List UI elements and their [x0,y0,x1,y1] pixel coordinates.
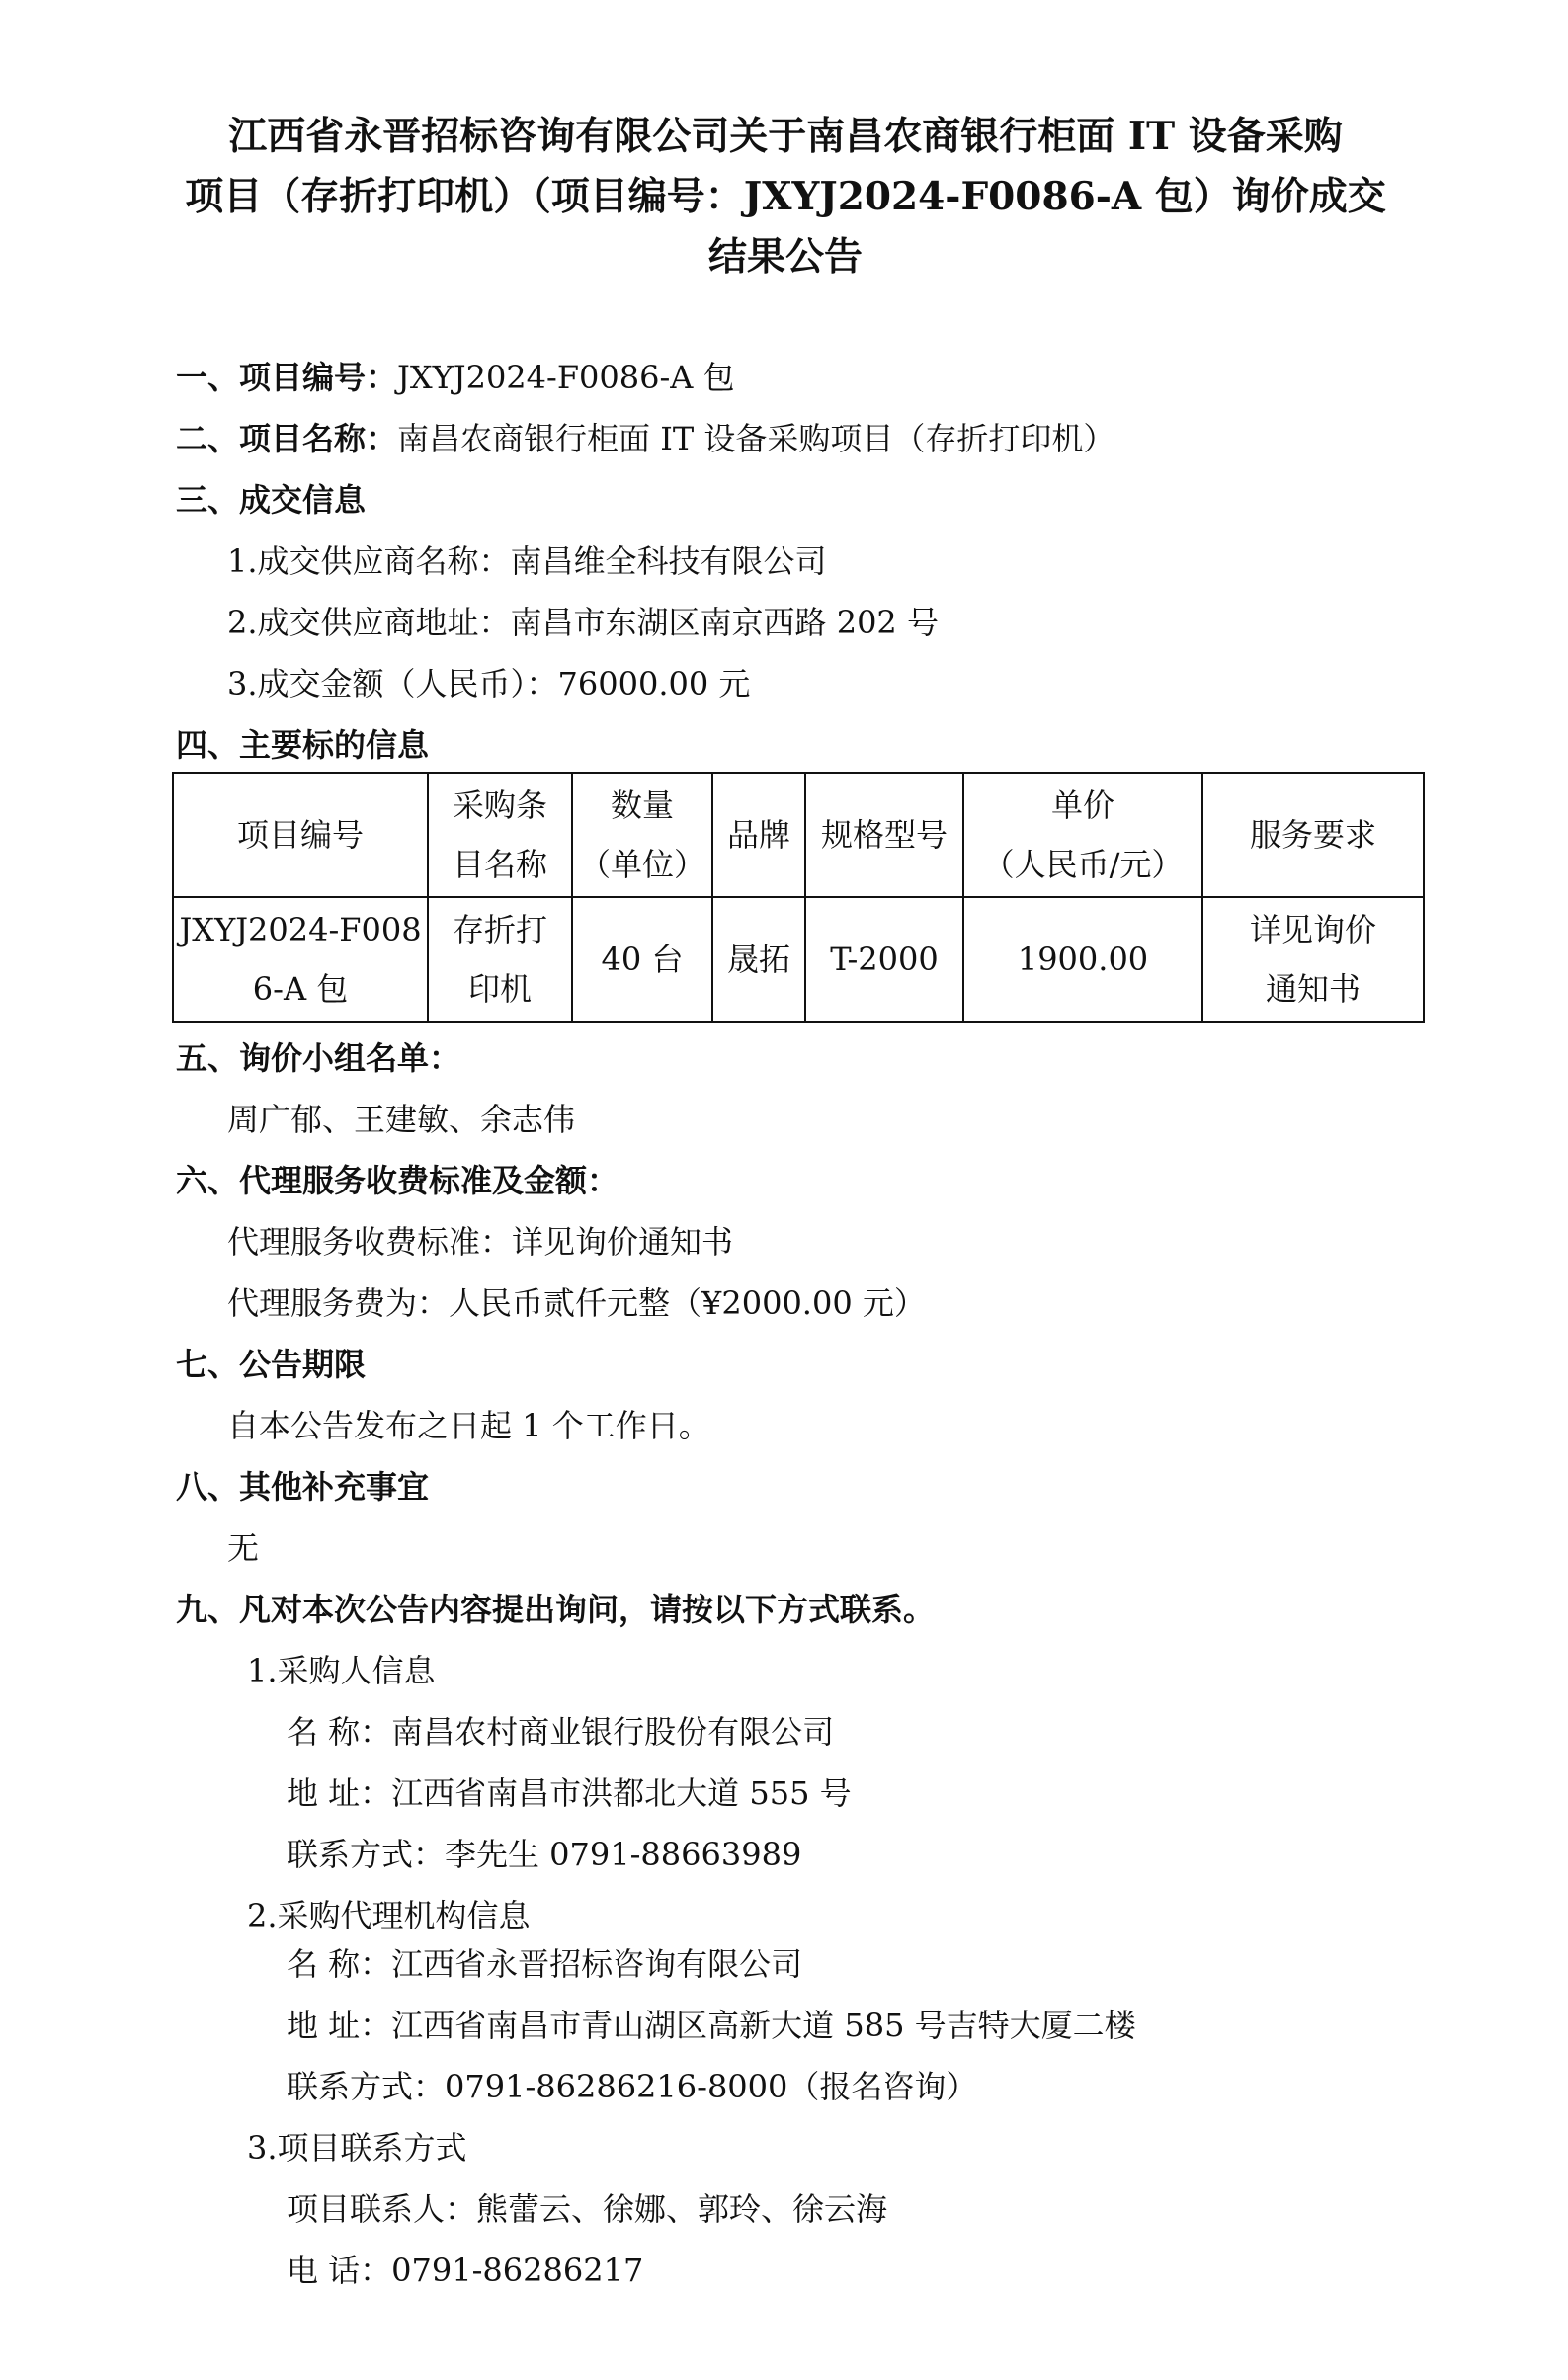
cell-brand-text: 晟拓 [726,941,790,978]
header-service-requirements [1202,773,1424,897]
cell-model [805,897,963,1022]
header-brand-text: 品牌 [726,816,790,854]
section-other-matters-heading: 八、其他补充事宜 [176,1468,430,1506]
table-row [173,897,1424,1022]
project-contact-people: 项目联系人：熊蕾云、徐娜、郭玲、徐云海 [287,2190,888,2228]
cell-project-number-text-2: 6-A 包 [252,970,349,1008]
panel-members: 周广郁、王建敏、余志伟 [227,1101,576,1138]
agency-name: 名 称：江西省永晋招标咨询有限公司 [287,1945,803,1983]
header-item-name [428,773,572,897]
section-project-number-label: 一、项目编号： [176,359,398,396]
project-contact-heading: 3.项目联系方式 [247,2129,467,2167]
header-model [805,773,963,897]
purchaser-address: 地 址：江西省南昌市洪都北大道 555 号 [287,1774,852,1812]
header-service-requirements-text: 服务要求 [1249,816,1376,854]
purchaser-info-heading: 1.采购人信息 [247,1652,436,1689]
section-project-name [176,419,1114,458]
cell-unit-price [963,897,1202,1022]
header-item-name-text-2: 目名称 [452,846,547,883]
section-notice-period-heading: 七、公告期限 [176,1346,367,1383]
purchaser-contact: 联系方式：李先生 0791-88663989 [287,1836,802,1873]
header-project-number-text: 项目编号 [236,816,364,854]
title-line-1: 江西省永晋招标咨询有限公司关于南昌农商银行柜面 IT 设备采购 [228,114,1343,159]
other-matters-text: 无 [227,1529,260,1567]
header-brand [712,773,805,897]
project-number-value: JXYJ2024-F0086-A 包 [397,359,735,396]
subject-info-table [172,772,1425,1023]
cell-item-name [428,897,572,1022]
header-item-name-text-1: 采购条 [452,786,547,824]
agency-contact: 联系方式：0791-86286216-8000（报名咨询） [287,2068,978,2105]
header-model-text: 规格型号 [820,816,948,854]
cell-item-name-text-2: 印机 [467,970,532,1008]
purchaser-name: 名 称：南昌农村商业银行股份有限公司 [287,1713,835,1751]
header-quantity-text-2: （单位） [578,846,705,883]
agency-address: 地 址：江西省南昌市青山湖区高新大道 585 号吉特大厦二楼 [287,2007,1136,2044]
project-contact-phone: 电 话：0791-86286217 [287,2252,644,2289]
deal-amount: 3.成交金额（人民币）：76000.00 元 [227,665,751,702]
cell-unit-price-text: 1900.00 [1017,941,1149,978]
agency-fee-standard: 代理服务收费标准：详见询价通知书 [227,1223,734,1261]
cell-service-requirements-text-2: 通知书 [1265,970,1361,1008]
deal-supplier-name: 1.成交供应商名称：南昌维全科技有限公司 [227,542,827,580]
header-quantity [572,773,712,897]
cell-project-number-text-1: JXYJ2024-F008 [179,911,422,948]
section-agency-fee-heading: 六、代理服务收费标准及金额： [176,1162,619,1199]
section-panel-heading: 五、询价小组名单： [176,1039,461,1077]
table-header-row [173,773,1424,897]
section-contact-heading: 九、凡对本次公告内容提出询问，请按以下方式联系。 [176,1591,936,1628]
cell-project-number [173,897,428,1022]
section-project-name-label: 二、项目名称： [176,420,398,457]
header-unit-price [963,773,1202,897]
title-line-2: 项目（存折打印机）（项目编号：JXYJ2024-F0086-A 包）询价成交 [185,174,1386,219]
cell-item-name-text-1: 存折打 [452,911,547,948]
section-project-number [176,358,735,397]
cell-brand [712,897,805,1022]
cell-quantity [572,897,712,1022]
project-name-value: 南昌农商银行柜面 IT 设备采购项目（存折打印机） [397,420,1115,457]
title-line-3: 结果公告 [707,234,863,280]
section-subject-info-heading: 四、主要标的信息 [176,726,430,764]
header-unit-price-text-1: 单价 [1050,786,1114,824]
cell-service-requirements-text-1: 详见询价 [1249,911,1376,948]
notice-period-text: 自本公告发布之日起 1 个工作日。 [227,1407,710,1444]
deal-supplier-address: 2.成交供应商地址：南昌市东湖区南京西路 202 号 [227,604,939,641]
cell-model-text: T-2000 [830,941,939,978]
header-quantity-text-1: 数量 [610,786,674,824]
cell-quantity-text: 40 台 [601,941,684,978]
section-deal-info-heading: 三、成交信息 [176,481,367,519]
cell-service-requirements [1202,897,1424,1022]
document-title [148,107,1423,287]
header-unit-price-text-2: （人民币/元） [982,846,1184,883]
header-project-number [173,773,428,897]
agency-fee-amount: 代理服务费为：人民币贰仟元整（¥2000.00 元） [227,1284,926,1322]
agency-info-heading: 2.采购代理机构信息 [247,1897,531,1934]
